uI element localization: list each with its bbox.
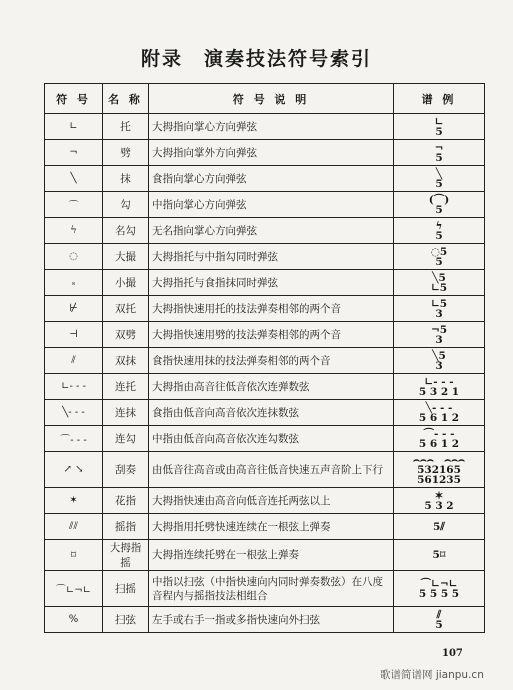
example-cell xyxy=(394,571,485,607)
example-note: 5 6 1 2 xyxy=(418,437,460,450)
example-mark: ϟ xyxy=(435,219,443,232)
table-row xyxy=(45,452,485,488)
example-mark: ⌢⌢⌢ ⌢⌢⌢ xyxy=(413,453,465,466)
symbol-cell: ◌ xyxy=(45,244,103,270)
example-mark: ∟ xyxy=(434,115,444,128)
example-mark: ✶ xyxy=(434,489,444,502)
table-row xyxy=(45,322,485,348)
example-mark: ⌒- - - xyxy=(423,427,455,440)
name-cell: 小撮 xyxy=(103,270,149,296)
symbol-cell: ⫽⫽ xyxy=(45,514,103,540)
table-row xyxy=(45,348,485,374)
example-mark: ⌒∟¬∟ xyxy=(420,577,458,590)
example-cell xyxy=(394,607,485,633)
description-cell: 左手或右手一指或多指快速向外扫弦 xyxy=(149,607,394,633)
example-cell xyxy=(394,540,485,571)
name-cell: 连抹 xyxy=(103,400,149,426)
symbol-cell: ¬ xyxy=(45,140,103,166)
symbol-cell: ⌒- - - xyxy=(45,426,103,452)
example-note: 5⌑ xyxy=(432,549,446,561)
name-cell: 劈 xyxy=(103,140,149,166)
example-note: 5 3 2 1 xyxy=(418,385,460,398)
example-note: 5 xyxy=(435,255,443,268)
name-cell: 刮奏 xyxy=(103,452,149,488)
name-cell: 大拇指摇 xyxy=(103,540,149,571)
example-cell xyxy=(394,400,485,426)
symbol-cell: ⌒∟¬∟ xyxy=(45,571,103,607)
symbol-cell: ╲- - - xyxy=(45,400,103,426)
page-title: 附录 演奏技法符号索引 xyxy=(140,48,372,70)
table-row xyxy=(45,218,485,244)
description-cell: 大拇指托与食指抹同时弹弦 xyxy=(149,270,394,296)
example-cell xyxy=(394,452,485,488)
example-mark: (⌒) xyxy=(428,193,450,206)
example-mark: ¬ xyxy=(434,141,444,154)
symbol-cell: ⊬ xyxy=(45,296,103,322)
example-cell xyxy=(394,296,485,322)
table-row xyxy=(45,488,485,514)
symbol-cell: ⌒ xyxy=(45,192,103,218)
example-cell xyxy=(394,244,485,270)
example-note: 5 5 5 5 xyxy=(418,587,460,600)
name-cell: 双抹 xyxy=(103,348,149,374)
description-cell: 大拇指由高音往低音依次连弹数弦 xyxy=(149,374,394,400)
example-mark: ╲ xyxy=(435,167,443,180)
name-cell: 连托 xyxy=(103,374,149,400)
example-mark: ¬5 xyxy=(430,323,448,336)
example-note: 5 xyxy=(435,177,443,190)
name-cell: 名勾 xyxy=(103,218,149,244)
table-row xyxy=(45,270,485,296)
header-description: 符 号 说 明 xyxy=(149,84,394,114)
table-header-row xyxy=(45,84,485,114)
example-mark: ∟5 xyxy=(430,297,448,310)
watermark: 歌谱简谱网 jianpu.cn xyxy=(380,669,484,681)
description-cell: 中指以扫弦（中指快速向内同时弹奏数弦）在八度音程内与摇指技法相组合 xyxy=(149,571,394,607)
table-row xyxy=(45,166,485,192)
page-number: 107 xyxy=(442,648,463,659)
table-row xyxy=(45,192,485,218)
table-row xyxy=(45,374,485,400)
symbol-cell: ⊣ xyxy=(45,322,103,348)
symbol-cell: ₛ xyxy=(45,270,103,296)
symbol-index-table xyxy=(44,83,485,633)
table-row xyxy=(45,244,485,270)
description-cell: 大拇指托与中指勾同时弹弦 xyxy=(149,244,394,270)
symbol-cell: ⫽ xyxy=(45,348,103,374)
example-cell xyxy=(394,488,485,514)
example-note: 5 3 2 xyxy=(424,499,454,512)
name-cell: 扫摇 xyxy=(103,571,149,607)
description-cell: 食指快速用抹的技法弹奏相邻的两个音 xyxy=(149,348,394,374)
example-cell xyxy=(394,192,485,218)
table-row xyxy=(45,607,485,633)
name-cell: 连勾 xyxy=(103,426,149,452)
example-cell xyxy=(394,140,485,166)
example-note: 3 xyxy=(435,359,443,372)
description-cell: 无名指向掌心方向弹弦 xyxy=(149,218,394,244)
example-cell xyxy=(394,514,485,540)
table-row xyxy=(45,400,485,426)
symbol-cell: % xyxy=(45,607,103,633)
symbol-cell: ⌑ xyxy=(45,540,103,571)
symbol-cell: ∟- - - xyxy=(45,374,103,400)
description-cell: 大拇指连续托劈在一根弦上弹奏 xyxy=(149,540,394,571)
table-row xyxy=(45,571,485,607)
example-cell xyxy=(394,270,485,296)
name-cell: 摇指 xyxy=(103,514,149,540)
table-row xyxy=(45,514,485,540)
example-note: 5 xyxy=(435,618,443,631)
symbol-cell: ↗ ↘ xyxy=(45,452,103,488)
example-cell xyxy=(394,374,485,400)
example-mark: ╲- - - xyxy=(425,401,453,414)
description-cell: 大拇指用托劈快速连续在一根弦上弹奏 xyxy=(149,514,394,540)
example-cell xyxy=(394,114,485,140)
example-note: 5⫽ xyxy=(433,520,445,533)
header-name: 名 称 xyxy=(103,84,149,114)
description-cell: 食指向掌心方向弹弦 xyxy=(149,166,394,192)
example-note: ∟5 xyxy=(430,281,448,294)
example-note: 3 xyxy=(435,333,443,346)
description-cell: 由低音往高音或由高音往低音快速五声音阶上下行 xyxy=(149,452,394,488)
example-cell xyxy=(394,322,485,348)
example-note: 5 xyxy=(435,125,443,138)
example-mark: ╲5 xyxy=(432,349,446,362)
name-cell: 托 xyxy=(103,114,149,140)
example-note: 532165 561235 xyxy=(417,463,461,486)
name-cell: 花指 xyxy=(103,488,149,514)
description-cell: 中指由低音向高音依次连勾数弦 xyxy=(149,426,394,452)
example-mark: ╲5 xyxy=(432,271,446,284)
table-row xyxy=(45,140,485,166)
table-row xyxy=(45,426,485,452)
name-cell: 抹 xyxy=(103,166,149,192)
example-mark: ◌5 xyxy=(430,245,448,258)
example-cell xyxy=(394,166,485,192)
description-cell: 食指由低音向高音依次连抹数弦 xyxy=(149,400,394,426)
table-row xyxy=(45,114,485,140)
description-cell: 大拇指向掌心方向弹弦 xyxy=(149,114,394,140)
example-note: 5 xyxy=(435,203,443,216)
example-cell xyxy=(394,348,485,374)
example-mark: ⫽ xyxy=(436,608,442,621)
symbol-cell: ✶ xyxy=(45,488,103,514)
header-symbol: 符 号 xyxy=(45,84,103,114)
example-note: 3 xyxy=(435,307,443,320)
description-cell: 大拇指快速用劈的技法弹奏相邻的两个音 xyxy=(149,322,394,348)
name-cell: 双劈 xyxy=(103,322,149,348)
example-note: 5 xyxy=(435,229,443,242)
example-note: 5 6 1 2 xyxy=(418,411,460,424)
example-cell xyxy=(394,426,485,452)
example-mark: ∟- - - xyxy=(424,375,454,388)
description-cell: 大拇指快速用托的技法弹奏相邻的两个音 xyxy=(149,296,394,322)
table-row xyxy=(45,296,485,322)
description-cell: 中指向掌心方向弹弦 xyxy=(149,192,394,218)
example-note: 5 xyxy=(435,151,443,164)
table-row xyxy=(45,540,485,571)
example-cell xyxy=(394,218,485,244)
name-cell: 扫弦 xyxy=(103,607,149,633)
name-cell: 双托 xyxy=(103,296,149,322)
symbol-cell: ϟ xyxy=(45,218,103,244)
name-cell: 大撮 xyxy=(103,244,149,270)
symbol-cell: ╲ xyxy=(45,166,103,192)
header-example: 谱 例 xyxy=(394,84,485,114)
description-cell: 大拇指快速由高音向低音连托两弦以上 xyxy=(149,488,394,514)
description-cell: 大拇指向掌外方向弹弦 xyxy=(149,140,394,166)
name-cell: 勾 xyxy=(103,192,149,218)
symbol-cell: ∟ xyxy=(45,114,103,140)
